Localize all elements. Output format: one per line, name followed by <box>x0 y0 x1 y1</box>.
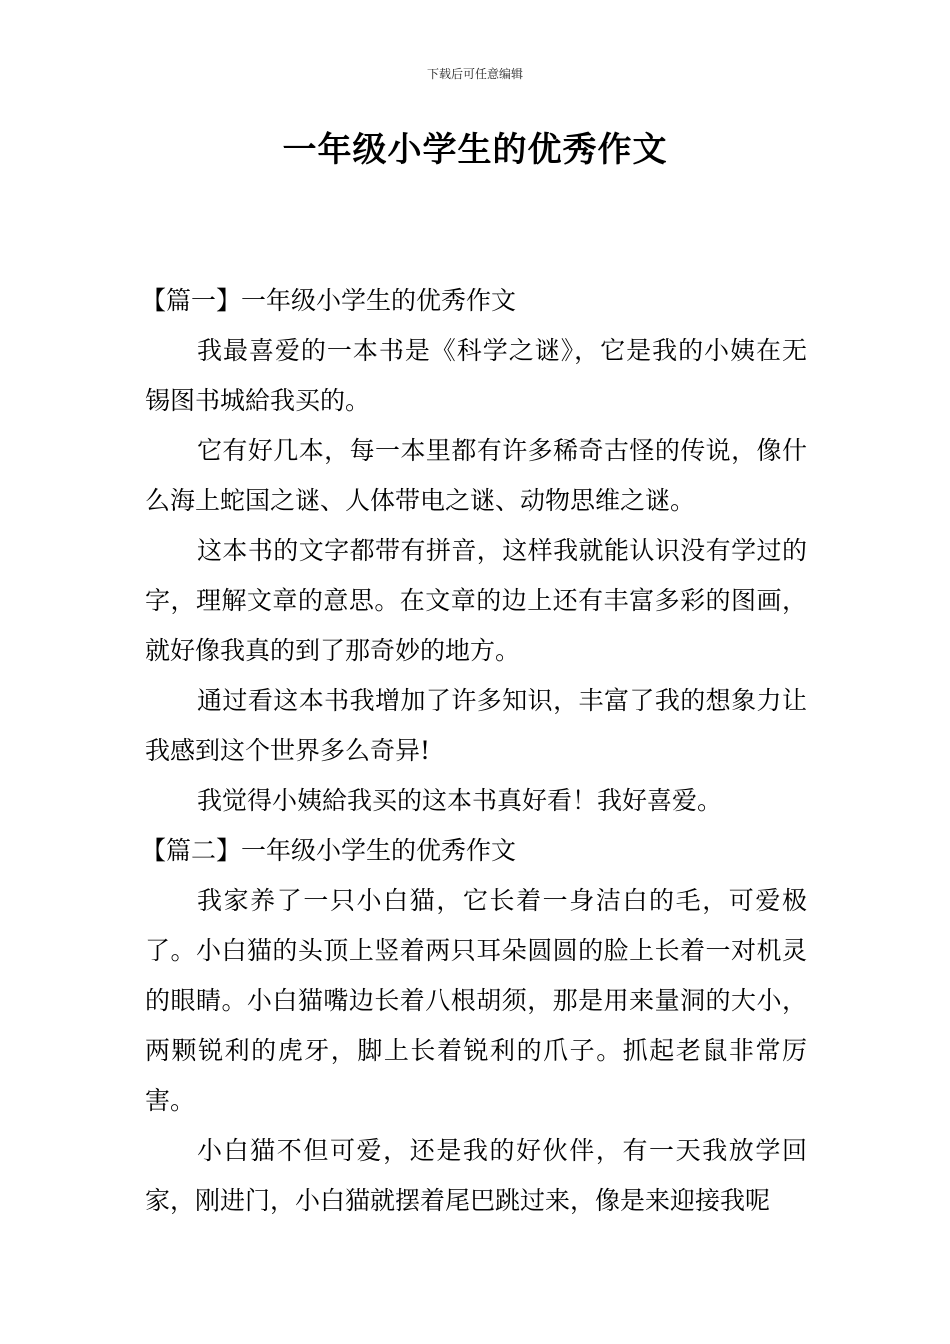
document-body <box>141 276 807 1226</box>
section-heading-1: 【篇一】一年级小学生的优秀作文 <box>141 286 517 315</box>
header-note: 下载后可任意编辑 <box>426 67 523 81</box>
paragraph: 我家养了一只小白猫，它长着一身洁白的毛，可爱极了。小白猫的头顶上竖着两只耳朵圆圆的脸上长着一对机灵的眼睛。小白猫嘴边长着八根胡须，那是用来量洞的大小，两颗锐利的虎牙，脚上长着锐利的爪子。抓起老鼠非常厉害。 <box>145 886 807 1115</box>
paragraph: 通过看这本书我增加了许多知识，丰富了我的想象力让我感到这个世界多么奇异! <box>145 686 807 765</box>
paragraph: 它有好几本，每一本里都有许多稀奇古怪的传说，像什么海上蛇国之谜、人体带电之谜、动物思维之谜。 <box>145 436 807 515</box>
paragraph: 这本书的文字都带有拼音，这样我就能认识没有学过的字，理解文章的意思。在文章的边上还有丰富多彩的图画，就好像我真的到了那奇妙的地方。 <box>145 536 807 665</box>
paragraph: 小白猫不但可爱，还是我的好伙伴，有一天我放学回家，刚进门，小白猫就摆着尾巴跳过来，像是来迎接我呢 <box>145 1136 807 1215</box>
paragraph: 我觉得小姨給我买的这本书真好看！我好喜爱。 <box>197 786 723 815</box>
document-title: 一年级小学生的优秀作文 <box>282 130 668 170</box>
paragraph: 我最喜爱的一本书是《科学之谜》，它是我的小姨在无锡图书城給我买的。 <box>145 336 807 415</box>
section-heading-2: 【篇二】一年级小学生的优秀作文 <box>141 836 517 865</box>
